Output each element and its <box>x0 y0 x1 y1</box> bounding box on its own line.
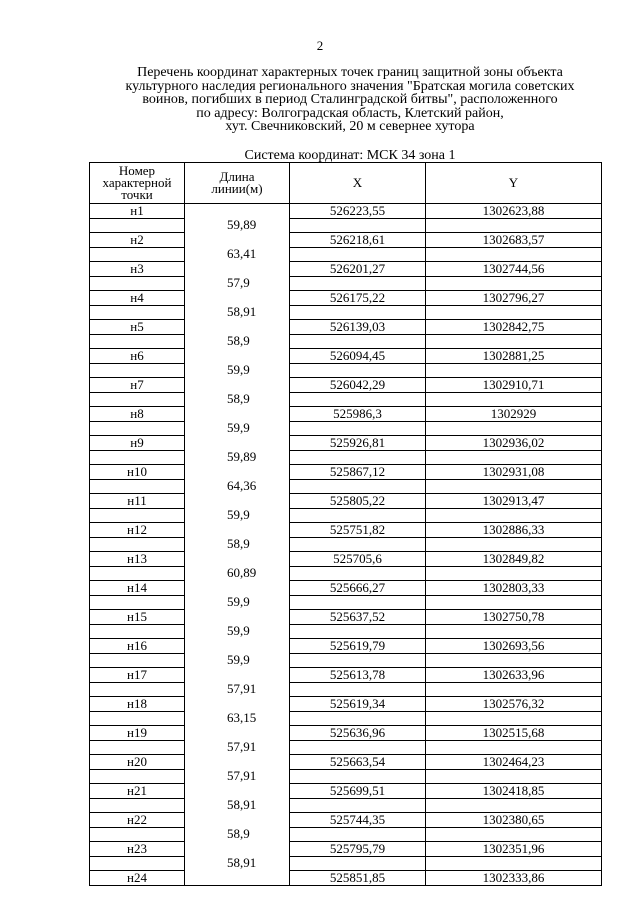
header-point-number: Номер характерной точки <box>90 163 185 204</box>
x-cell: 525613,78 <box>290 668 426 683</box>
spacer-cell <box>290 508 426 523</box>
table-row <box>90 233 602 248</box>
y-cell: 1302380,65 <box>426 813 602 828</box>
spacer-cell <box>90 450 185 465</box>
length-empty-cell <box>185 523 290 538</box>
spacer-cell <box>426 827 602 842</box>
table-row <box>90 813 602 828</box>
y-cell: 1302623,88 <box>426 204 602 219</box>
y-cell: 1302842,75 <box>426 320 602 335</box>
x-cell: 525751,82 <box>290 523 426 538</box>
length-empty-cell <box>185 407 290 422</box>
y-cell: 1302913,47 <box>426 494 602 509</box>
length-empty-cell <box>185 581 290 596</box>
length-row <box>90 653 602 668</box>
length-empty-cell <box>185 204 290 219</box>
y-cell: 1302464,23 <box>426 755 602 770</box>
spacer-cell <box>90 537 185 552</box>
spacer-cell <box>290 421 426 436</box>
point-number-cell: н7 <box>90 378 185 393</box>
y-cell: 1302929 <box>426 407 602 422</box>
spacer-cell <box>90 363 185 378</box>
spacer-cell <box>290 624 426 639</box>
length-empty-cell <box>185 465 290 480</box>
spacer-cell <box>290 392 426 407</box>
x-cell: 525666,27 <box>290 581 426 596</box>
line-length-cell: 57,9 <box>185 276 290 291</box>
point-number-cell: н11 <box>90 494 185 509</box>
x-cell: 525926,81 <box>290 436 426 451</box>
x-cell: 525637,52 <box>290 610 426 625</box>
x-cell: 525619,79 <box>290 639 426 654</box>
table-row <box>90 465 602 480</box>
length-row <box>90 740 602 755</box>
point-number-cell: н18 <box>90 697 185 712</box>
spacer-cell <box>90 595 185 610</box>
table-row <box>90 842 602 857</box>
x-cell: 525986,3 <box>290 407 426 422</box>
spacer-cell <box>90 392 185 407</box>
length-empty-cell <box>185 233 290 248</box>
table-row <box>90 668 602 683</box>
table-body <box>90 204 602 886</box>
title-line: воинов, погибших в период Сталинградской битвы", расположенного <box>142 92 558 108</box>
spacer-cell <box>290 334 426 349</box>
table-row <box>90 639 602 654</box>
length-row <box>90 769 602 784</box>
spacer-cell <box>426 595 602 610</box>
table-row <box>90 320 602 335</box>
spacer-cell <box>426 479 602 494</box>
length-empty-cell <box>185 726 290 741</box>
length-row <box>90 682 602 697</box>
x-cell: 525795,79 <box>290 842 426 857</box>
point-number-cell: н19 <box>90 726 185 741</box>
length-row <box>90 537 602 552</box>
table-row <box>90 755 602 770</box>
point-number-cell: н2 <box>90 233 185 248</box>
spacer-cell <box>290 856 426 871</box>
line-length-cell: 57,91 <box>185 769 290 784</box>
x-cell: 525619,34 <box>290 697 426 712</box>
length-empty-cell <box>185 784 290 799</box>
line-length-cell: 58,9 <box>185 537 290 552</box>
length-empty-cell <box>185 871 290 886</box>
table-row <box>90 523 602 538</box>
table-row <box>90 378 602 393</box>
spacer-cell <box>290 218 426 233</box>
spacer-cell <box>426 798 602 813</box>
table-row <box>90 552 602 567</box>
table-row <box>90 291 602 306</box>
table-row <box>90 349 602 364</box>
line-length-cell: 59,9 <box>185 624 290 639</box>
title-line: по адресу: Волгоградская область, Клетский район, <box>196 105 504 121</box>
spacer-cell <box>290 276 426 291</box>
spacer-cell <box>90 247 185 262</box>
spacer-cell <box>90 798 185 813</box>
spacer-cell <box>426 276 602 291</box>
y-cell: 1302936,02 <box>426 436 602 451</box>
point-number-cell: н5 <box>90 320 185 335</box>
line-length-cell: 63,15 <box>185 711 290 726</box>
x-cell: 525699,51 <box>290 784 426 799</box>
point-number-cell: н8 <box>90 407 185 422</box>
x-cell: 526139,03 <box>290 320 426 335</box>
header-y: Y <box>426 163 602 204</box>
spacer-cell <box>290 363 426 378</box>
point-number-cell: н13 <box>90 552 185 567</box>
y-cell: 1302683,57 <box>426 233 602 248</box>
table-row <box>90 871 602 886</box>
length-empty-cell <box>185 349 290 364</box>
spacer-cell <box>290 537 426 552</box>
spacer-cell <box>290 595 426 610</box>
point-number-cell: н3 <box>90 262 185 277</box>
length-row <box>90 508 602 523</box>
spacer-cell <box>426 624 602 639</box>
spacer-cell <box>426 508 602 523</box>
spacer-cell <box>90 740 185 755</box>
point-number-cell: н4 <box>90 291 185 306</box>
table-row <box>90 204 602 219</box>
y-cell: 1302418,85 <box>426 784 602 799</box>
line-length-cell: 57,91 <box>185 740 290 755</box>
spacer-cell <box>426 711 602 726</box>
spacer-cell <box>90 769 185 784</box>
line-length-cell: 58,91 <box>185 305 290 320</box>
page-number: 2 <box>316 38 324 53</box>
spacer-cell <box>90 856 185 871</box>
spacer-cell <box>90 479 185 494</box>
line-length-cell: 59,89 <box>185 218 290 233</box>
spacer-cell <box>426 305 602 320</box>
spacer-cell <box>290 566 426 581</box>
y-cell: 1302333,86 <box>426 871 602 886</box>
spacer-cell <box>426 218 602 233</box>
point-number-cell: н9 <box>90 436 185 451</box>
title-line: культурного наследия регионального значения "Братская могила советских <box>125 78 575 94</box>
spacer-cell <box>90 653 185 668</box>
spacer-cell <box>426 653 602 668</box>
spacer-cell <box>90 305 185 320</box>
length-row <box>90 392 602 407</box>
point-number-cell: н24 <box>90 871 185 886</box>
spacer-cell <box>290 740 426 755</box>
title-line: хут. Свечниковский, 20 м севернее хутора <box>225 119 475 135</box>
length-row <box>90 827 602 842</box>
table-row <box>90 262 602 277</box>
length-empty-cell <box>185 262 290 277</box>
spacer-cell <box>90 508 185 523</box>
length-row <box>90 218 602 233</box>
length-empty-cell <box>185 755 290 770</box>
point-number-cell: н22 <box>90 813 185 828</box>
x-cell: 526042,29 <box>290 378 426 393</box>
length-empty-cell <box>185 842 290 857</box>
spacer-cell <box>290 653 426 668</box>
length-empty-cell <box>185 320 290 335</box>
title-line: Перечень координат характерных точек границ защитной зоны объекта <box>137 65 563 80</box>
line-length-cell: 59,9 <box>185 653 290 668</box>
y-cell: 1302576,32 <box>426 697 602 712</box>
spacer-cell <box>290 247 426 262</box>
length-row <box>90 247 602 262</box>
y-cell: 1302910,71 <box>426 378 602 393</box>
spacer-cell <box>290 769 426 784</box>
line-length-cell: 58,91 <box>185 798 290 813</box>
length-empty-cell <box>185 813 290 828</box>
length-row <box>90 856 602 871</box>
spacer-cell <box>426 247 602 262</box>
length-row <box>90 479 602 494</box>
spacer-cell <box>426 421 602 436</box>
line-length-cell: 57,91 <box>185 682 290 697</box>
point-number-cell: н6 <box>90 349 185 364</box>
point-number-cell: н23 <box>90 842 185 857</box>
spacer-cell <box>426 363 602 378</box>
spacer-cell <box>90 682 185 697</box>
x-cell: 526094,45 <box>290 349 426 364</box>
table-row <box>90 726 602 741</box>
y-cell: 1302803,33 <box>426 581 602 596</box>
line-length-cell: 63,41 <box>185 247 290 262</box>
document-title <box>60 66 640 134</box>
spacer-cell <box>290 479 426 494</box>
point-number-cell: н16 <box>90 639 185 654</box>
y-cell: 1302881,25 <box>426 349 602 364</box>
spacer-cell <box>90 218 185 233</box>
table-row <box>90 697 602 712</box>
length-row <box>90 711 602 726</box>
length-row <box>90 798 602 813</box>
line-length-cell: 58,9 <box>185 334 290 349</box>
length-row <box>90 624 602 639</box>
length-row <box>90 334 602 349</box>
spacer-cell <box>90 334 185 349</box>
point-number-cell: н21 <box>90 784 185 799</box>
spacer-cell <box>290 827 426 842</box>
length-row <box>90 450 602 465</box>
x-cell: 525636,96 <box>290 726 426 741</box>
length-empty-cell <box>185 668 290 683</box>
x-cell: 525663,54 <box>290 755 426 770</box>
length-row <box>90 595 602 610</box>
coordinate-system: Система координат: МСК 34 зона 1 <box>244 148 456 163</box>
length-row <box>90 305 602 320</box>
table-row <box>90 494 602 509</box>
table-row <box>90 610 602 625</box>
spacer-cell <box>426 392 602 407</box>
line-length-cell: 64,36 <box>185 479 290 494</box>
line-length-cell: 59,9 <box>185 363 290 378</box>
x-cell: 526201,27 <box>290 262 426 277</box>
length-row <box>90 566 602 581</box>
length-row <box>90 363 602 378</box>
line-length-cell: 60,89 <box>185 566 290 581</box>
point-number-cell: н1 <box>90 204 185 219</box>
x-cell: 526218,61 <box>290 233 426 248</box>
table-row <box>90 436 602 451</box>
spacer-cell <box>426 682 602 697</box>
line-length-cell: 58,91 <box>185 856 290 871</box>
spacer-cell <box>290 305 426 320</box>
point-number-cell: н10 <box>90 465 185 480</box>
table-row <box>90 784 602 799</box>
length-empty-cell <box>185 436 290 451</box>
x-cell: 526223,55 <box>290 204 426 219</box>
point-number-cell: н20 <box>90 755 185 770</box>
length-empty-cell <box>185 494 290 509</box>
length-empty-cell <box>185 639 290 654</box>
point-number-cell: н12 <box>90 523 185 538</box>
spacer-cell <box>426 334 602 349</box>
table-header <box>90 163 602 204</box>
y-cell: 1302796,27 <box>426 291 602 306</box>
y-cell: 1302744,56 <box>426 262 602 277</box>
x-cell: 525744,35 <box>290 813 426 828</box>
point-number-cell: н17 <box>90 668 185 683</box>
spacer-cell <box>90 421 185 436</box>
spacer-cell <box>290 682 426 697</box>
spacer-cell <box>426 740 602 755</box>
header-x: X <box>290 163 426 204</box>
y-cell: 1302351,96 <box>426 842 602 857</box>
line-length-cell: 58,9 <box>185 827 290 842</box>
spacer-cell <box>290 450 426 465</box>
length-empty-cell <box>185 552 290 567</box>
spacer-cell <box>426 566 602 581</box>
y-cell: 1302693,56 <box>426 639 602 654</box>
length-row <box>90 276 602 291</box>
header-line-length: Длина линии(м) <box>185 163 290 204</box>
spacer-cell <box>90 566 185 581</box>
line-length-cell: 59,9 <box>185 508 290 523</box>
coordinates-table <box>89 162 602 886</box>
x-cell: 526175,22 <box>290 291 426 306</box>
x-cell: 525705,6 <box>290 552 426 567</box>
table-row <box>90 581 602 596</box>
y-cell: 1302633,96 <box>426 668 602 683</box>
x-cell: 525867,12 <box>290 465 426 480</box>
spacer-cell <box>426 856 602 871</box>
spacer-cell <box>90 711 185 726</box>
spacer-cell <box>290 711 426 726</box>
y-cell: 1302849,82 <box>426 552 602 567</box>
length-empty-cell <box>185 697 290 712</box>
length-empty-cell <box>185 610 290 625</box>
line-length-cell: 59,9 <box>185 595 290 610</box>
spacer-cell <box>90 827 185 842</box>
line-length-cell: 58,9 <box>185 392 290 407</box>
y-cell: 1302750,78 <box>426 610 602 625</box>
point-number-cell: н15 <box>90 610 185 625</box>
spacer-cell <box>426 450 602 465</box>
length-empty-cell <box>185 378 290 393</box>
spacer-cell <box>90 624 185 639</box>
line-length-cell: 59,89 <box>185 450 290 465</box>
y-cell: 1302515,68 <box>426 726 602 741</box>
length-empty-cell <box>185 291 290 306</box>
x-cell: 525851,85 <box>290 871 426 886</box>
spacer-cell <box>426 537 602 552</box>
point-number-cell: н14 <box>90 581 185 596</box>
spacer-cell <box>290 798 426 813</box>
y-cell: 1302931,08 <box>426 465 602 480</box>
table-row <box>90 407 602 422</box>
spacer-cell <box>90 276 185 291</box>
spacer-cell <box>426 769 602 784</box>
y-cell: 1302886,33 <box>426 523 602 538</box>
x-cell: 525805,22 <box>290 494 426 509</box>
length-row <box>90 421 602 436</box>
line-length-cell: 59,9 <box>185 421 290 436</box>
